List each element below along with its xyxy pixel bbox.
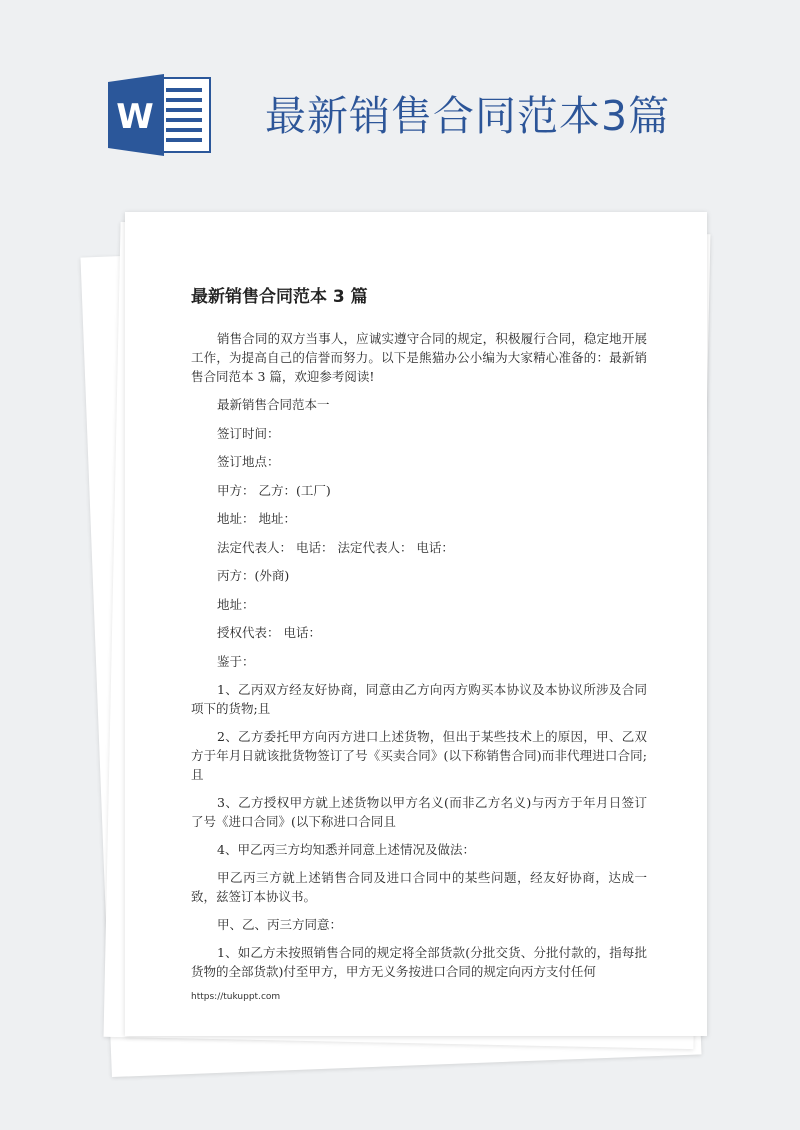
- document-title: 最新销售合同范本 3 篇: [191, 287, 368, 307]
- clause-paragraph: 3、乙方授权甲方就上述货物以甲方名义(而非乙方名义)与丙方于年月日签订了号《进口合同》(以下称进口合同且: [191, 795, 647, 829]
- clause-paragraph: 甲乙丙三方就上述销售合同及进口合同中的某些问题，经友好协商，达成一致，兹签订本协议书。: [191, 870, 647, 904]
- field-line: 丙方：(外商): [217, 568, 290, 583]
- banner-title: 最新销售合同范本3篇: [265, 92, 671, 140]
- banner: [0, 0, 800, 200]
- document-page: [125, 212, 707, 1036]
- field-line: 签订时间：: [217, 425, 280, 441]
- footer-url[interactable]: https://tukuppt.com: [191, 992, 281, 1002]
- field-line: 法定代表人： 电话： 法定代表人： 电话：: [217, 539, 454, 555]
- word-icon-letter: W: [116, 97, 154, 137]
- field-line: 地址：: [217, 596, 255, 612]
- clause-paragraph: 1、如乙方未按照销售合同的规定将全部货款(分批交货、分批付款的，指每批货物的全部货款)付至甲方，甲方无义务按进口合同的规定向丙方支付任何: [191, 945, 647, 979]
- field-line: 鉴于：: [217, 653, 255, 669]
- clause-paragraph: 甲、乙、丙三方同意：: [217, 917, 343, 932]
- clause-paragraph: 1、乙丙双方经友好协商，同意由乙方向丙方购买本协议及本协议所涉及合同项下的货物;且: [191, 682, 647, 716]
- field-line: 授权代表： 电话：: [217, 625, 321, 640]
- field-line: 签订地点：: [217, 454, 280, 469]
- field-line: 地址： 地址：: [217, 511, 296, 526]
- document-body: [191, 329, 647, 990]
- intro-paragraph: 销售合同的双方当事人，应诚实遵守合同的规定，积极履行合同，稳定地开展工作，为提高自己的信誉而努力。以下是熊猫办公小编为大家精心准备的：最新销售合同范本 3 篇，欢迎参考阅读!: [191, 331, 647, 384]
- field-line: 甲方： 乙方：(工厂): [217, 482, 331, 498]
- clause-paragraph: 4、甲乙丙三方均知悉并同意上述情况及做法：: [217, 842, 475, 857]
- word-document-icon: [108, 72, 212, 158]
- clause-paragraph: 2、乙方委托甲方向丙方进口上述货物，但出于某些技术上的原因，甲、乙双方于年月日就该批货物签订了号《买卖合同》(以下称销售合同)而非代理进口合同;且: [191, 729, 647, 782]
- section-heading: 最新销售合同范本一: [217, 397, 330, 412]
